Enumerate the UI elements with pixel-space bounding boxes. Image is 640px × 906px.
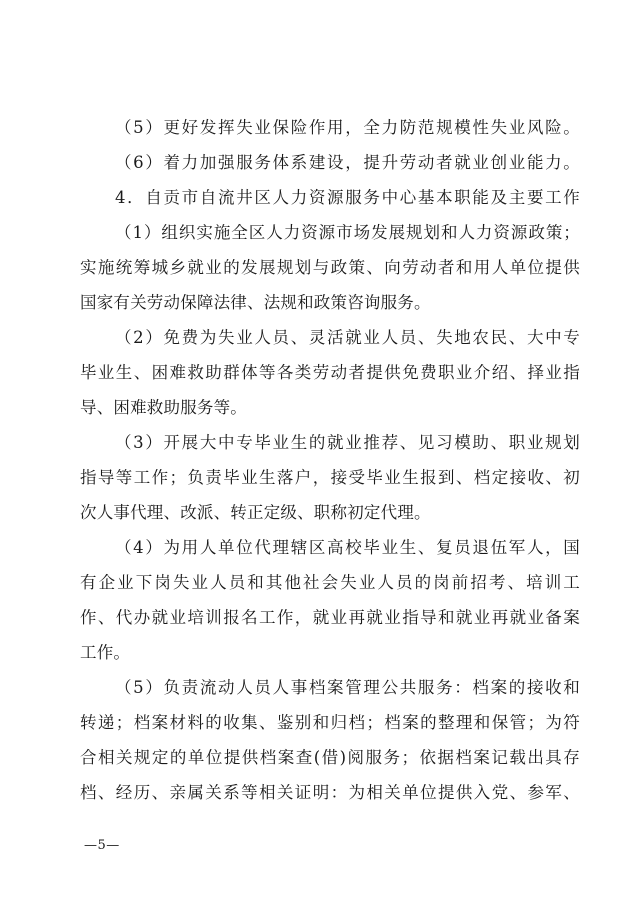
text-line: 有企业下岗失业人员和其他社会失业人员的岗前招考、培训工 bbox=[80, 573, 580, 592]
text-line: （1）组织实施全区人力资源市场发展规划和人力资源政策； bbox=[115, 223, 580, 242]
text-line: 实施统筹城乡就业的发展规划与政策、向劳动者和用人单位提供 bbox=[80, 258, 580, 277]
section-heading: 4．自贡市自流井区人力资源服务中心基本职能及主要工作 bbox=[115, 188, 580, 207]
text-line: （2）免费为失业人员、灵活就业人员、失地农民、大中专 bbox=[115, 328, 580, 347]
text-line: 转递；档案材料的收集、鉴别和归档；档案的整理和保管；为符 bbox=[80, 713, 580, 732]
text-line: 合相关规定的单位提供档案查(借)阅服务；依据档案记载出具存 bbox=[80, 748, 580, 767]
text-line: （4）为用人单位代理辖区高校毕业生、复员退伍军人，国 bbox=[115, 538, 580, 557]
text-line: 导、困难救助服务等。 bbox=[80, 398, 247, 417]
text-line: 档、经历、亲属关系等相关证明：为相关单位提供入党、参军、 bbox=[80, 783, 580, 802]
text-line: （3）开展大中专毕业生的就业推荐、见习模助、职业规划 bbox=[115, 433, 580, 452]
text-line: （6）着力加强服务体系建设，提升劳动者就业创业能力。 bbox=[115, 153, 580, 172]
text-line: 工作。 bbox=[80, 643, 131, 662]
text-line: （5）更好发挥失业保险作用，全力防范规模性失业风险。 bbox=[115, 118, 580, 137]
text-line: 次人事代理、改派、转正定级、职称初定代理。 bbox=[80, 503, 431, 522]
text-line: 指导等工作；负责毕业生落户，接受毕业生报到、档定接收、初 bbox=[80, 468, 580, 487]
text-line: 国家有关劳动保障法律、法规和政策咨询服务。 bbox=[80, 293, 431, 312]
page-number: —5— bbox=[84, 838, 120, 853]
text-line: （5）负责流动人员人事档案管理公共服务：档案的接收和 bbox=[115, 678, 580, 697]
text-line: 作、代办就业培训报名工作，就业再就业指导和就业再就业备案 bbox=[80, 608, 580, 627]
text-line: 毕业生、困难救助群体等各类劳动者提供免费职业介绍、择业指 bbox=[80, 363, 580, 382]
